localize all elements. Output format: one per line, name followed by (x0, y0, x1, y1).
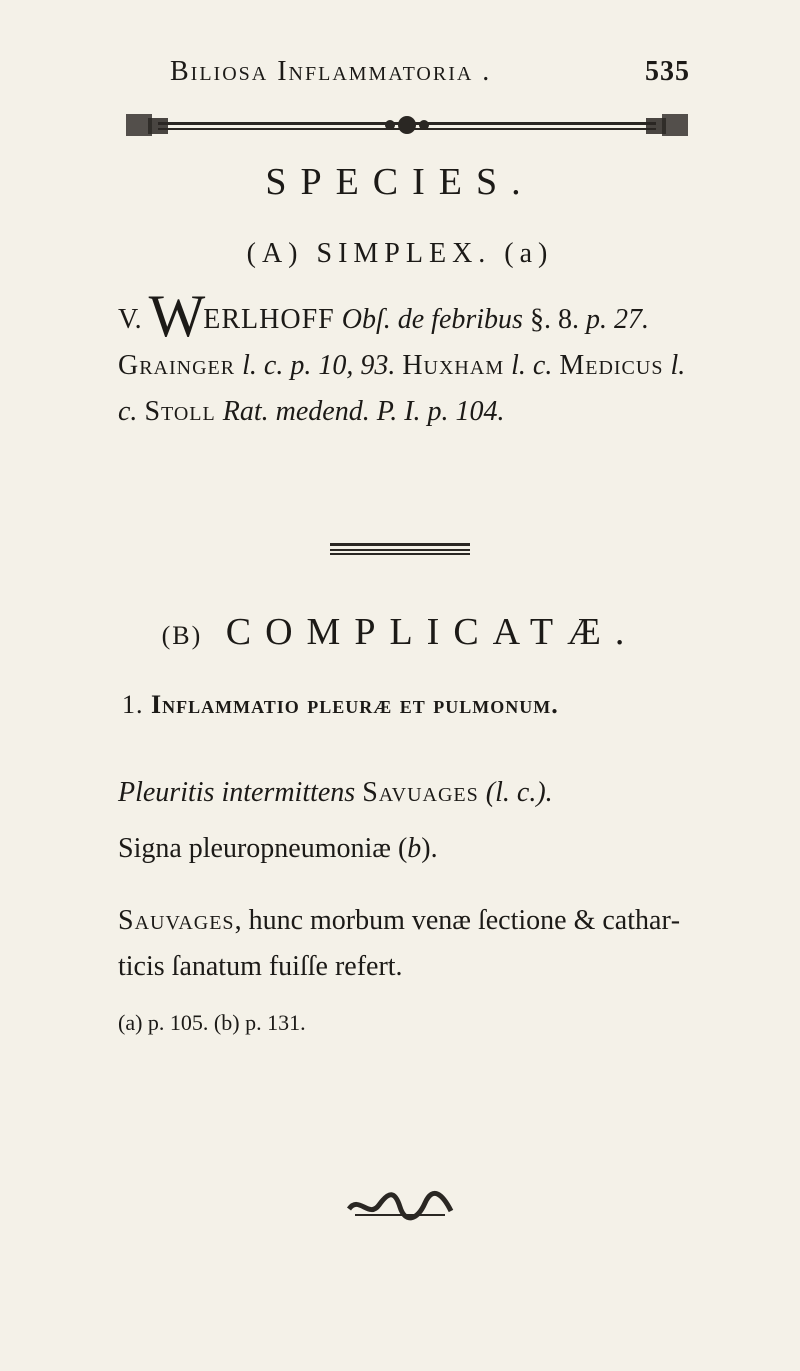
text-run: l. c. (118, 350, 686, 427)
section-a-note-ref: (a) (504, 238, 554, 269)
text-run: Rat. medend. P. I. p. 104. (215, 396, 505, 427)
section-b-label: (B) (161, 621, 203, 650)
text-run: Pleuritis intermittens (118, 777, 363, 808)
subsection-heading (122, 690, 722, 720)
text-run: p. 27. (585, 304, 649, 335)
text-run: Signa pleuropneumoniæ ( (118, 833, 408, 864)
footnotes: (a) p. 105. (b) p. 131. (118, 1010, 306, 1035)
text-run: b (407, 833, 422, 864)
references-paragraph (118, 283, 708, 435)
species-heading: SPECIES. (265, 161, 535, 203)
section-a-heading (0, 238, 800, 270)
text-run: Huxham (402, 350, 505, 381)
text-run: , hunc morbum venæ ſectione & catharticis ſanatum fuiſſe refert. (118, 905, 681, 982)
section-a-label: (A) SIMPLEX. (246, 238, 492, 269)
pleuritis-paragraph (118, 770, 708, 816)
text-run: l. c. p. 10, 93. (235, 350, 403, 381)
text-run: l. c. (504, 350, 560, 381)
running-head (170, 56, 690, 88)
text-run: W (148, 283, 206, 349)
section-rule (330, 540, 470, 558)
subsection-number: 1. (122, 690, 144, 719)
text-run: ). (421, 833, 438, 864)
sauvages-paragraph (118, 898, 708, 990)
text-run: §. 8. (529, 304, 586, 335)
signa-paragraph (118, 826, 708, 872)
text-run: Grainger (118, 350, 236, 381)
text-run: Obſ. de febribus (334, 304, 530, 335)
page-number: 535 (645, 56, 690, 87)
running-head-title: Biliosa Inflammatoria . (170, 56, 492, 87)
section-b-heading (0, 610, 800, 654)
tailpiece-ornament (345, 1185, 455, 1225)
text-run: V. (118, 304, 149, 335)
subsection-title: Inflammatio pleuræ et pulmonum. (151, 690, 559, 719)
headpiece-ornament (118, 108, 696, 144)
text-run: Stoll (144, 396, 216, 427)
text-run: ERLHOFF (203, 304, 335, 335)
text-run: Sauvages (118, 905, 235, 936)
text-run: (l. c.). (478, 777, 553, 808)
text-run: Savuages (362, 777, 479, 808)
text-run: Medicus (559, 350, 664, 381)
section-b-title: COMPLICATÆ. (225, 611, 639, 653)
